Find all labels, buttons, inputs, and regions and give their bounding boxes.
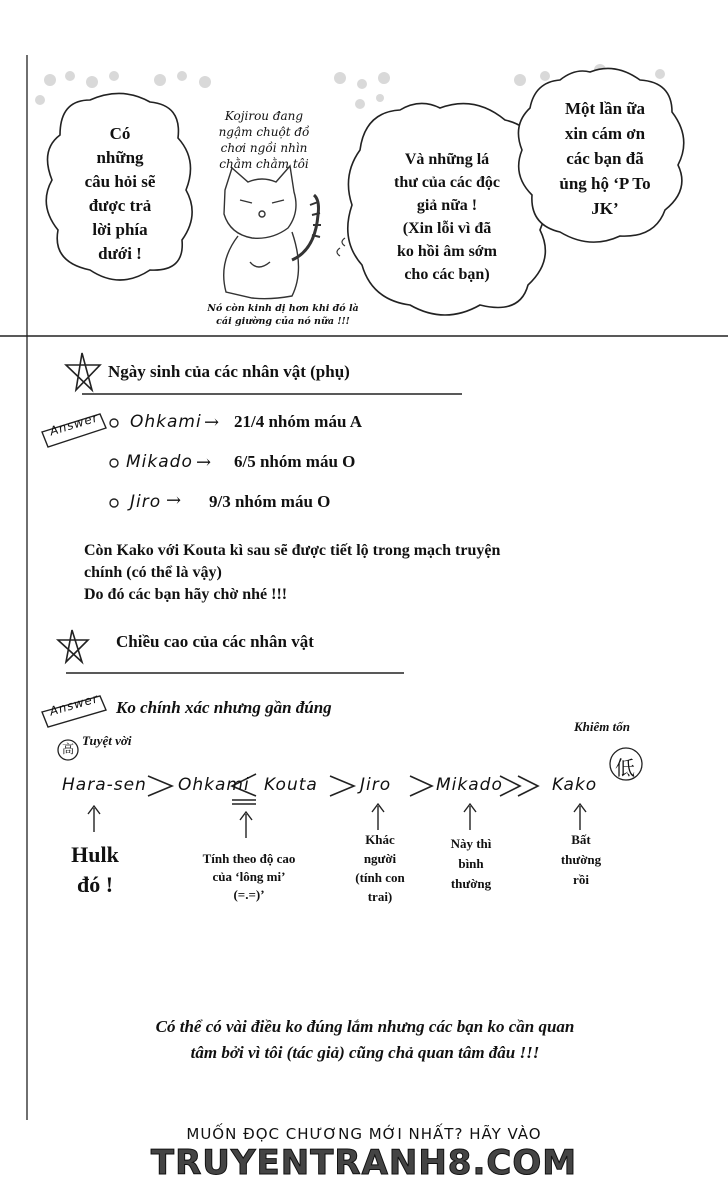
birthday-info-jiro: 9/3 nhóm máu O [209, 492, 331, 511]
up-arrows [88, 804, 586, 838]
note-hulk: Hulk đó ! [71, 842, 119, 897]
answer-tag-label-1: Answer [48, 410, 101, 439]
chain-jiro: Jiro [360, 775, 392, 795]
birthday-note: Còn Kako với Kouta kì sau sẽ được tiết lộ trong mạch truyện chính (có thể là vậy) Do đó các bạn hãy chờ nhé !!! [84, 542, 501, 603]
chain-hara: Hara-sen [62, 775, 147, 795]
arrow-right-icon: → [166, 490, 182, 511]
star-icon-1 [66, 353, 100, 390]
birthday-name-jiro: Jiro [130, 492, 162, 512]
bubble-middle-text: Và những lá thư của các độc giả nữa ! (Xin lỗi vì đã ko hồi âm sớm cho các bạn) [393, 151, 501, 283]
chain-ohkami: Ohkami [178, 775, 250, 795]
stamp-low: 低 [615, 756, 635, 780]
birthday-name-ohkami: Ohkami [130, 412, 202, 432]
arrow-right-icon: → [196, 452, 212, 473]
cat-illustration [224, 166, 321, 299]
stamp-high: 高 [62, 742, 75, 756]
note-abnormal: Bất thường rồi [560, 832, 602, 887]
arrow-right-icon: → [204, 412, 220, 433]
chain-kouta: Kouta [264, 775, 318, 795]
chain-kako: Kako [552, 775, 598, 795]
watermark-line2[interactable]: TRUYENTRANH8.COM [150, 1143, 578, 1183]
note-normal: Này thì bình thường [450, 836, 492, 891]
label-humble: Khiêm tốn [574, 719, 630, 734]
watermark-line1: MUỐN ĐỌC CHƯƠNG MỚI NHẤT? HÃY VÀO [186, 1125, 542, 1143]
section-title-birthdays: Ngày sinh của các nhân vật (phụ) [108, 362, 350, 381]
bubble-left-text: Có những câu hỏi sẽ được trả lời phía dưới ! [84, 124, 156, 263]
section-title-heights: Chiều cao của các nhân vật [116, 632, 314, 651]
heights-subtitle: Ko chính xác nhưng gần đúng [116, 698, 332, 717]
birthday-info-mikado: 6/5 nhóm máu O [234, 452, 356, 471]
star-icon-2 [58, 630, 88, 662]
bubble-right-text: Một lần ữa xin cám ơn các bạn đã ủng hộ ‘P To JK’ [559, 99, 651, 218]
answer-tag-label-2: Answer [48, 691, 101, 719]
birthday-info-ohkami: 21/4 nhóm máu A [234, 412, 362, 431]
note-different: Khác người (tính con trai) [355, 832, 405, 904]
birthday-name-mikado: Mikado [126, 452, 193, 472]
note-lashes: Tính theo độ cao của ‘lông mi’ (=.=)’ [202, 851, 296, 902]
cat-note: Nó còn kinh dị hơn khi đó là cái giường của nó nữa !!! [207, 303, 359, 327]
cat-caption: Kojirou đang ngậm chuột đồ chơi ngồi nhìn chằm chằm tôi [218, 109, 310, 171]
label-great: Tuyệt vời [82, 733, 132, 748]
chain-mikado: Mikado [436, 775, 503, 795]
author-note: Có thể có vài điều ko đúng lắm nhưng các bạn ko cần quan tâm bởi vì tôi (tác giả) cũng chả quan tâm đâu !!! [155, 1017, 575, 1062]
